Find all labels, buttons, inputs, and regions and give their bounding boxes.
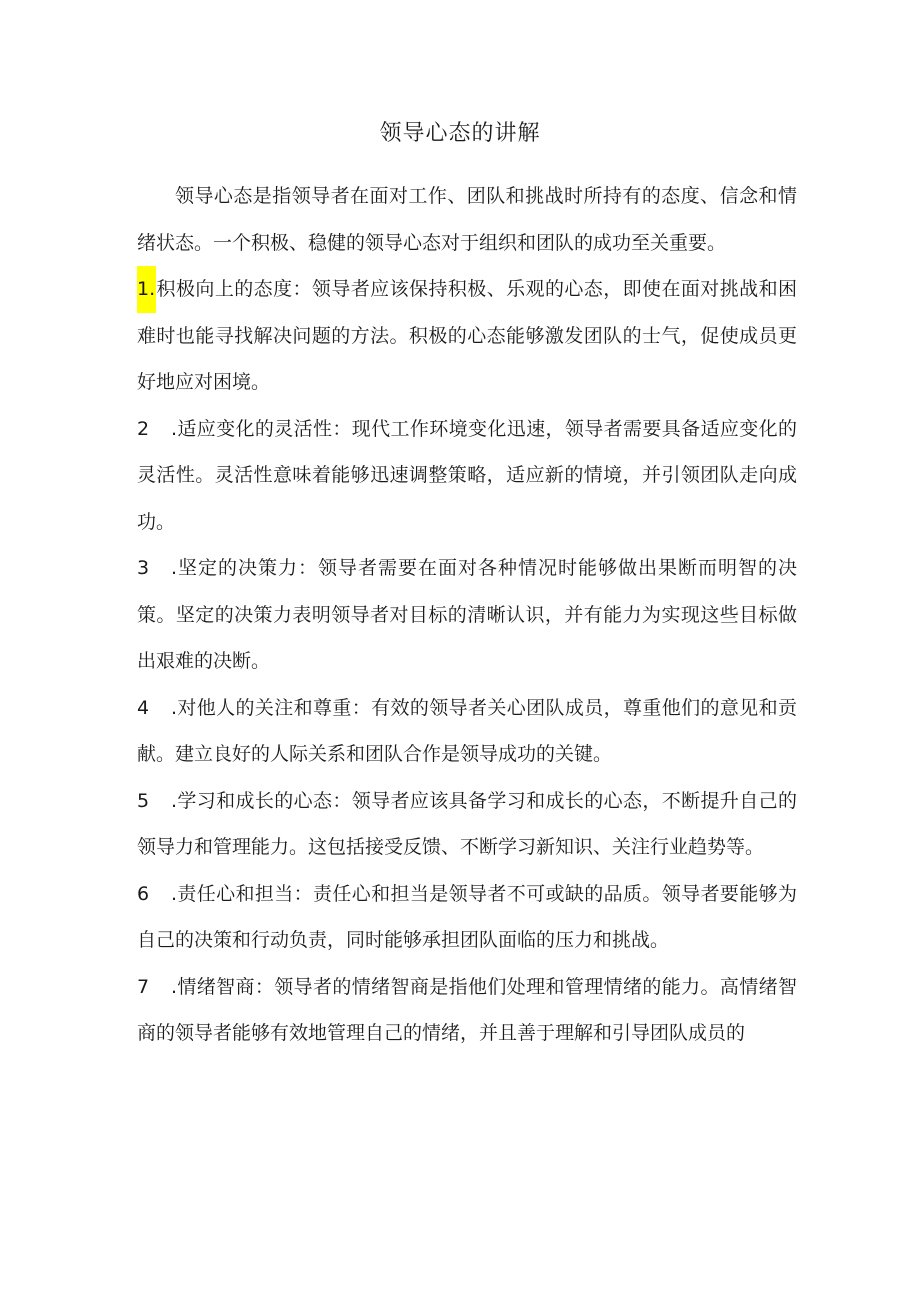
item-text: .对他人的关注和尊重：有效的领导者关心团队成员，尊重他们的意见和贡献。建立良好的人际关系和团队合作是领导成功的关键。 — [137, 696, 797, 765]
item-number: 2 — [137, 417, 150, 440]
item-number: 5 — [137, 789, 150, 812]
item-text: .坚定的决策力：领导者需要在面对各种情况时能够做出果断而明智的决策。坚定的决策力表明领导者对目标的清晰认识，并有能力为实现这些目标做出艰难的决断。 — [137, 557, 797, 672]
item-number: 6 — [137, 882, 150, 905]
item-number-highlighted: 1. — [137, 266, 156, 313]
list-item — [137, 266, 797, 406]
item-text: .责任心和担当：责任心和担当是领导者不可或缺的品质。领导者要能够为自己的决策和行动负责，同时能够承担团队面临的压力和挑战。 — [137, 882, 797, 951]
item-text: .情绪智商：领导者的情绪智商是指他们处理和管理情绪的能力。高情绪智商的领导者能够有效地管理自己的情绪，并且善于理解和引导团队成员的 — [137, 975, 797, 1044]
list-item — [137, 871, 797, 964]
intro-paragraph: 领导心态是指领导者在面对工作、团队和挑战时所持有的态度、信念和情绪状态。一个积极、稳健的领导心态对于组织和团队的成功至关重要。 — [137, 185, 797, 254]
item-text: 积极向上的态度：领导者应该保持积极、乐观的心态，即使在面对挑战和困难时也能寻找解决问题的方法。积极的心态能够激发团队的士气，促使成员更好地应对困境。 — [137, 278, 797, 393]
list-item — [137, 685, 797, 778]
list-item — [137, 964, 797, 1057]
document-body — [137, 173, 797, 1057]
item-text: .适应变化的灵活性：现代工作环境变化迅速，领导者需要具备适应变化的灵活性。灵活性意味着能够迅速调整策略，适应新的情境，并引领团队走向成功。 — [137, 417, 797, 533]
list-item — [137, 778, 797, 871]
item-number: 7 — [137, 975, 150, 998]
list-item — [137, 406, 797, 546]
page-title: 领导心态的讲解 — [379, 121, 541, 146]
list-item — [137, 545, 797, 685]
item-number: 3 — [137, 557, 150, 579]
item-text: .学习和成长的心态：领导者应该具备学习和成长的心态，不断提升自己的领导力和管理能力。这包括接受反馈、不断学习新知识、关注行业趋势等。 — [137, 789, 797, 858]
item-number: 4 — [137, 696, 150, 719]
